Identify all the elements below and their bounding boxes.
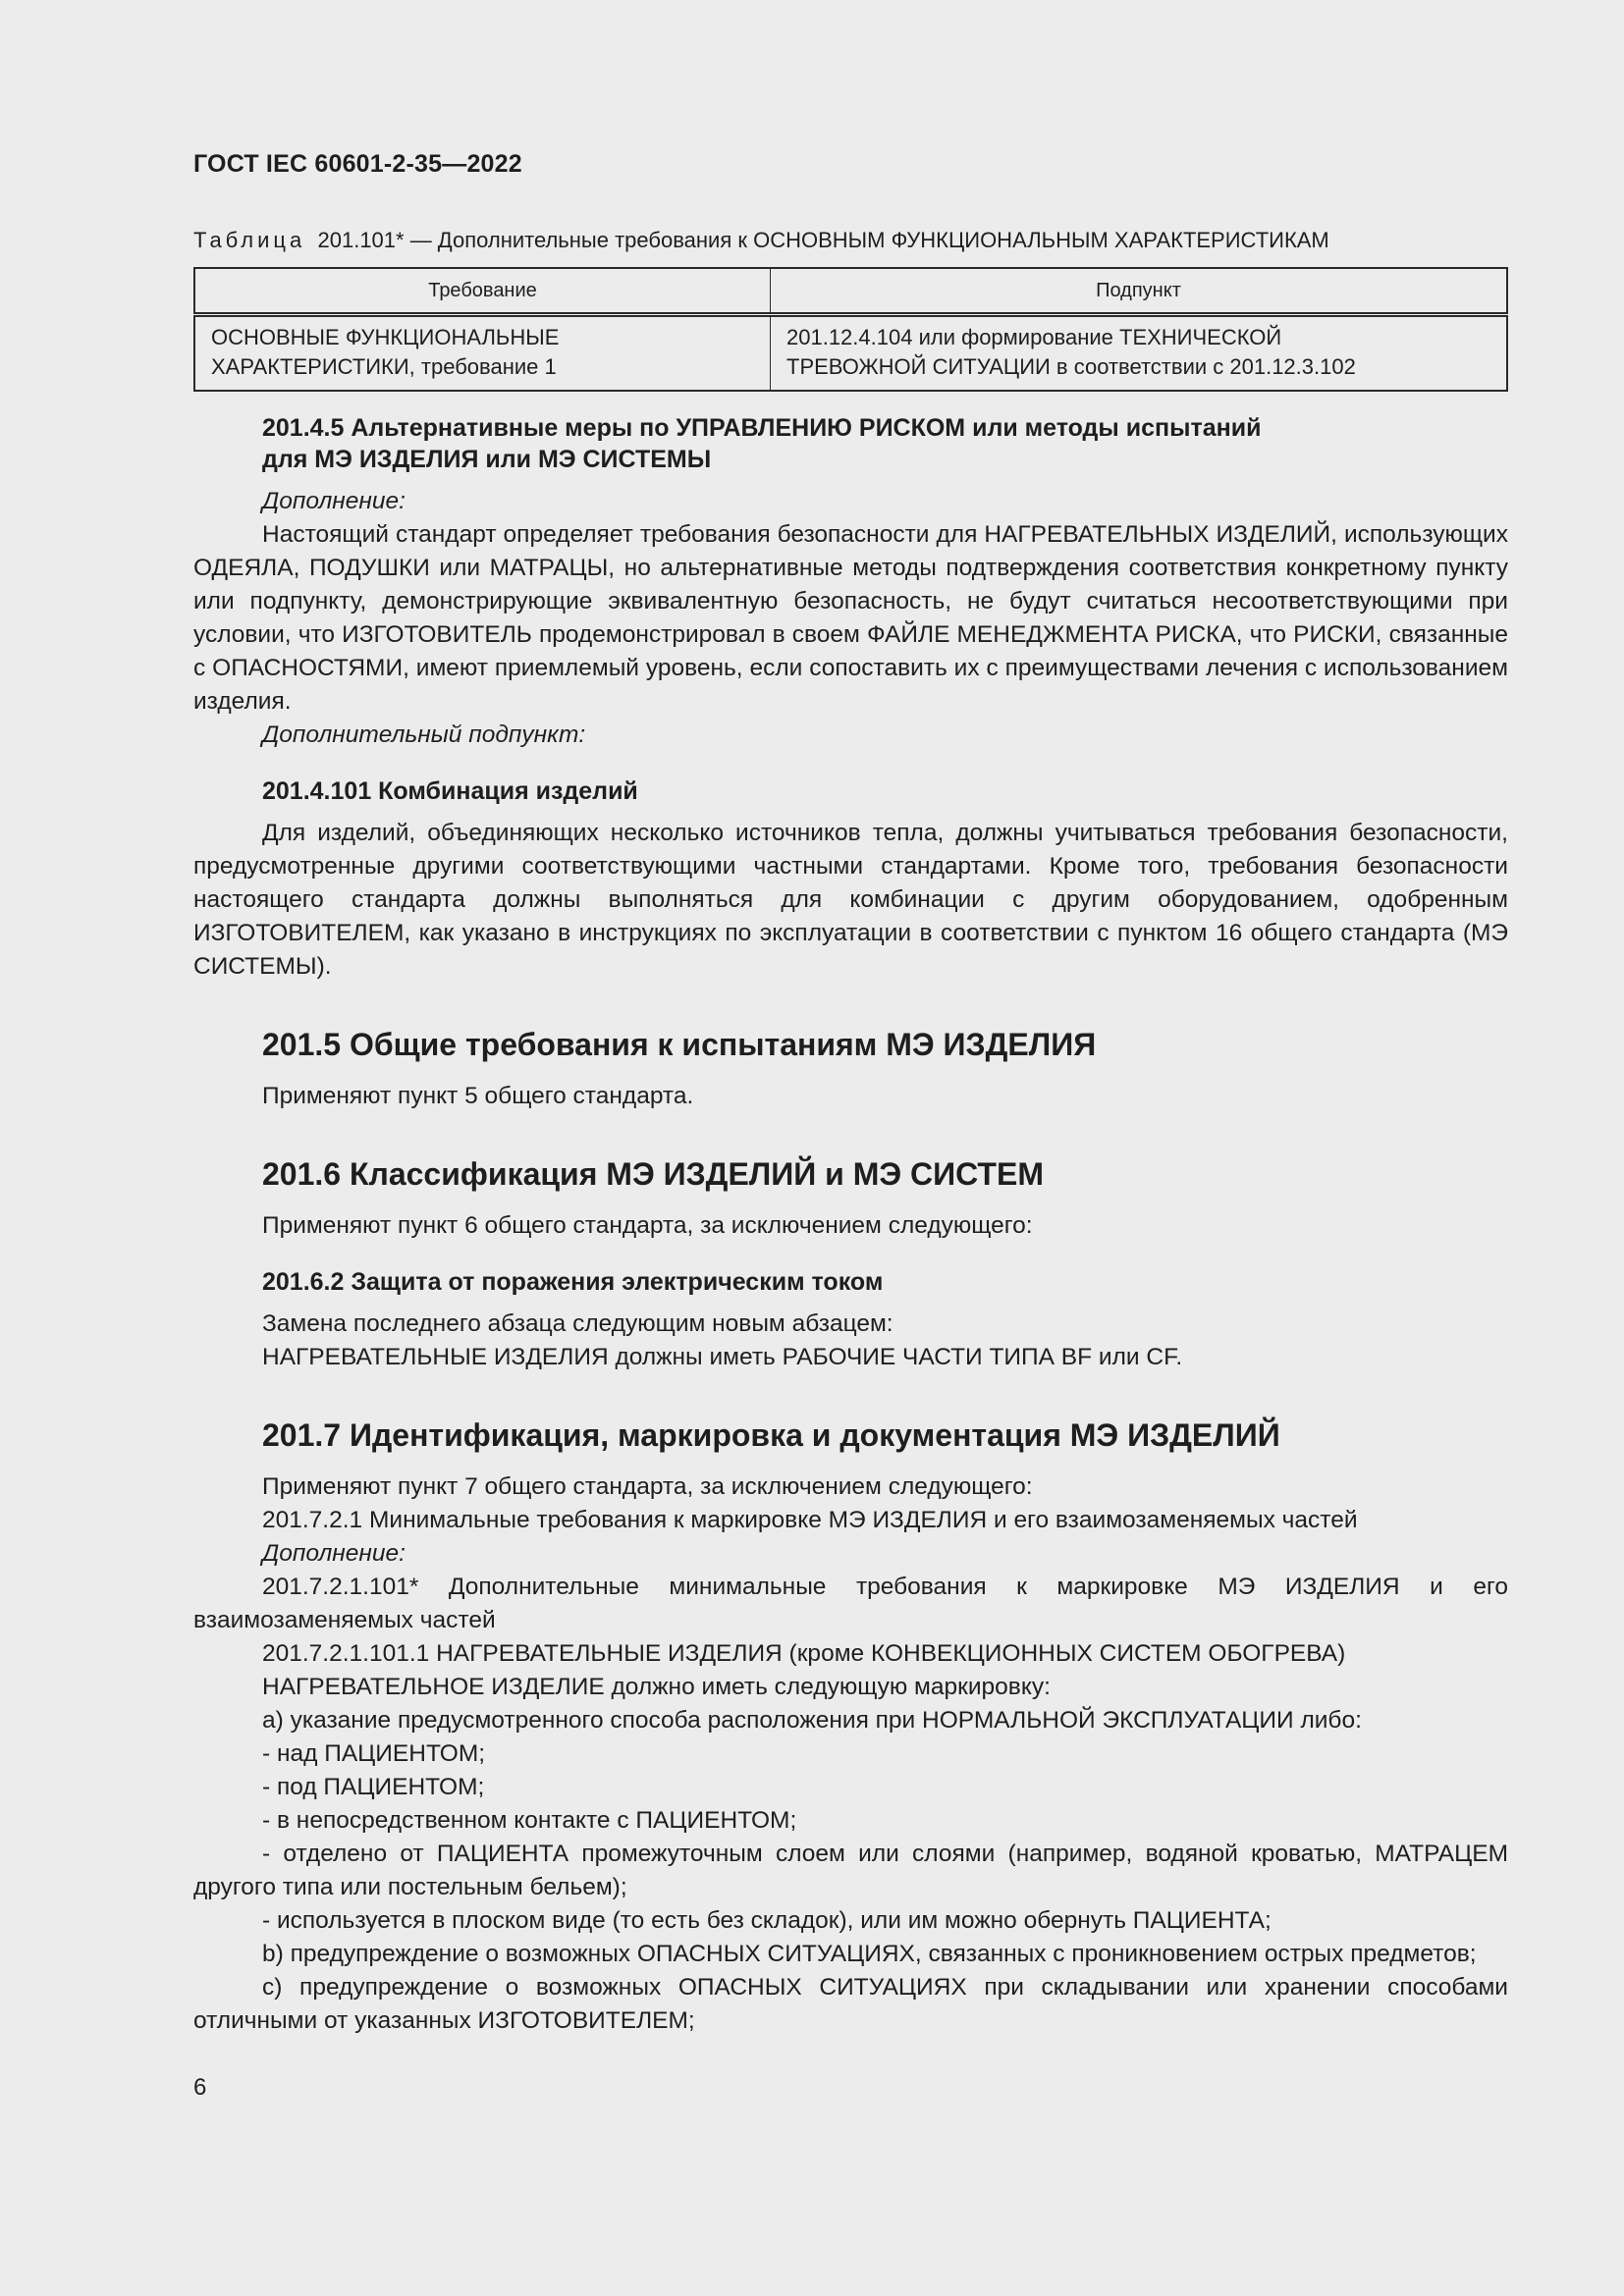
section-heading-201-7: 201.7 Идентификация, маркировка и документация МЭ ИЗДЕЛИЙ — [262, 1417, 1280, 1453]
section-heading-201-4-5 — [262, 412, 1508, 475]
paragraph: Применяют пункт 5 общего стандарта. — [262, 1083, 694, 1109]
cell-line: 201.12.4.104 или формирование ТЕХНИЧЕСКОЙ — [786, 325, 1282, 349]
section-heading-201-4-101: 201.4.101 Комбинация изделий — [262, 777, 638, 805]
paragraph: 201.7.2.1.101.1 НАГРЕВАТЕЛЬНЫЕ ИЗДЕЛИЯ (кроме КОНВЕКЦИОННЫХ СИСТЕМ ОБОГРЕВА) — [262, 1640, 1346, 1667]
list-item-c: c) предупреждение о возможных ОПАСНЫХ СИТУАЦИЯХ при складывании или хранении способами отличными от указанных ИЗГОТОВИТЕЛЕМ; — [193, 1974, 1508, 2034]
cell-line: ТРЕВОЖНОЙ СИТУАЦИИ в соответствии с 201.12.3.102 — [786, 354, 1356, 379]
table-caption-text: 201.101* — Дополнительные требования к ОСНОВНЫМ ФУНКЦИОНАЛЬНЫМ ХАРАКТЕРИСТИКАМ — [317, 228, 1329, 252]
table-header-row — [194, 268, 1507, 315]
dash-item: - в непосредственном контакте с ПАЦИЕНТОМ; — [262, 1807, 797, 1834]
section-heading-201-6-2: 201.6.2 Защита от поражения электрическим током — [262, 1268, 884, 1296]
paragraph: 201.7.2.1.101* Дополнительные минимальные требования к маркировке МЭ ИЗДЕЛИЯ и его взаимозаменяемых частей — [193, 1574, 1508, 1633]
table-row — [194, 315, 1507, 392]
heading-line: для МЭ ИЗДЕЛИЯ или МЭ СИСТЕМЫ — [262, 446, 712, 473]
column-header-requirement: Требование — [194, 268, 771, 315]
list-item-b: b) предупреждение о возможных ОПАСНЫХ СИТУАЦИЯХ, связанных с проникновением острых предметов; — [262, 1941, 1477, 1967]
heading-line: 201.4.5 Альтернативные меры по УПРАВЛЕНИЮ РИСКОМ или методы испытаний — [262, 414, 1262, 442]
paragraph: Применяют пункт 7 общего стандарта, за исключением следующего: — [262, 1473, 1033, 1500]
dash-item: - под ПАЦИЕНТОМ; — [262, 1774, 485, 1800]
cell-line: ОСНОВНЫЕ ФУНКЦИОНАЛЬНЫЕ — [211, 325, 560, 349]
table-caption-prefix: Таблица — [193, 228, 306, 252]
extra-subclause-label: Дополнительный подпункт: — [262, 721, 586, 748]
addition-label: Дополнение: — [262, 1540, 406, 1567]
paragraph: Для изделий, объединяющих несколько источников тепла, должны учитываться требования безопасности, предусмотренные другими соответствующими частными стандартами. Кроме того, требования безопасности настоящего стандарта должны выполняться для комбинации с другим оборудованием, одобренным ИЗГОТОВИТЕЛЕМ, как указано в инструкциях по эксплуатации в соответствии с пунктом 16 общего стандарта (МЭ СИСТЕМЫ). — [193, 820, 1508, 980]
section-heading-201-5: 201.5 Общие требования к испытаниям МЭ ИЗДЕЛИЯ — [262, 1027, 1097, 1062]
table-cell-subclause — [771, 315, 1508, 392]
list-item-a: a) указание предусмотренного способа расположения при НОРМАЛЬНОЙ ЭКСПЛУАТАЦИИ либо: — [262, 1707, 1362, 1734]
dash-item: - отделено от ПАЦИЕНТА промежуточным слоем или слоями (например, водяной кроватью, МАТРАЦЕМ другого типа или постельным бельем); — [193, 1841, 1508, 1900]
paragraph: НАГРЕВАТЕЛЬНЫЕ ИЗДЕЛИЯ должны иметь РАБОЧИЕ ЧАСТИ ТИПА BF или CF. — [262, 1344, 1183, 1370]
column-header-subclause: Подпункт — [771, 268, 1508, 315]
paragraph: Применяют пункт 6 общего стандарта, за исключением следующего: — [262, 1212, 1033, 1239]
table-caption — [193, 228, 1508, 253]
dash-item: - над ПАЦИЕНТОМ; — [262, 1740, 486, 1767]
document-body — [193, 412, 1508, 2038]
paragraph: НАГРЕВАТЕЛЬНОЕ ИЗДЕЛИЕ должно иметь следующую маркировку: — [262, 1674, 1051, 1700]
cell-line: ХАРАКТЕРИСТИКИ, требование 1 — [211, 354, 557, 379]
requirements-table — [193, 267, 1508, 392]
paragraph: Замена последнего абзаца следующим новым абзацем: — [262, 1310, 893, 1337]
dash-item: - используется в плоском виде (то есть без складок), или им можно обернуть ПАЦИЕНТА; — [262, 1907, 1272, 1934]
page-number: 6 — [193, 2074, 207, 2101]
paragraph: 201.7.2.1 Минимальные требования к маркировке МЭ ИЗДЕЛИЯ и его взаимозаменяемых частей — [262, 1507, 1358, 1533]
addition-label: Дополнение: — [262, 488, 406, 514]
document-header: ГОСТ IEC 60601-2-35—2022 — [193, 150, 522, 178]
table-cell-requirement — [194, 315, 771, 392]
section-heading-201-6: 201.6 Классификация МЭ ИЗДЕЛИЙ и МЭ СИСТЕМ — [262, 1156, 1044, 1192]
paragraph: Настоящий стандарт определяет требования безопасности для НАГРЕВАТЕЛЬНЫХ ИЗДЕЛИЙ, использующих ОДЕЯЛА, ПОДУШКИ или МАТРАЦЫ, но альтернативные методы подтверждения соответствия конкретному пункту или подпункту, демонстрирующие эквивалентную безопасность, не будут считаться несоответствующими при условии, что ИЗГОТОВИТЕЛЬ продемонстрировал в своем ФАЙЛЕ МЕНЕДЖМЕНТА РИСКА, что РИСКИ, связанные с ОПАСНОСТЯМИ, имеют приемлемый уровень, если сопоставить их с преимуществами лечения с использованием изделия. — [193, 521, 1508, 715]
